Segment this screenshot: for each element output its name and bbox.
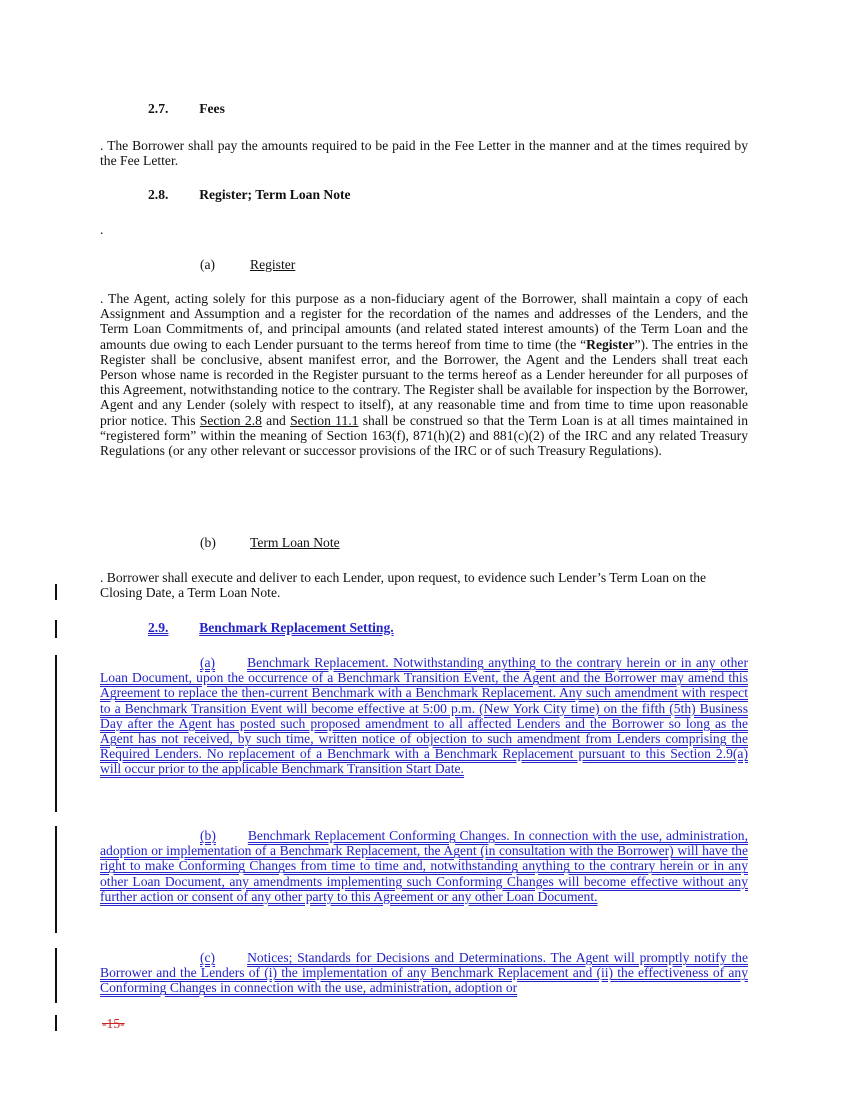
conforming-changes-paragraph <box>100 828 748 904</box>
section-ref-2-8[interactable]: Section 2.8 <box>199 412 262 428</box>
subsection-label: (c) <box>200 950 216 965</box>
change-bar <box>55 584 57 600</box>
benchmark-replacement-paragraph <box>100 655 748 777</box>
section-2-7-heading <box>148 101 225 117</box>
section-number: 2.9. <box>148 620 169 635</box>
subsection-a-label: (a) <box>200 257 216 272</box>
subsection-b-title: Term Loan Note <box>250 535 340 550</box>
notices-text: Notices; Standards for Decisions and Determinations. The Agent will promptly notify the Borrower and the Lenders of (i) the implementation of any Benchmark Replacement and (ii) the effectiveness of any Conforming Changes in connection with the use, administration, adoption or <box>100 950 748 996</box>
section-2-8-heading <box>148 187 351 203</box>
subsection-label: (a) <box>200 655 216 670</box>
register-text-4: shall be construed so that the Term Loan is at all times maintained in “registered form” within the meaning of Section 163(f), 871(h)(2) and 881(c)(2) of the IRC and any related Treasury Regulations (or any other relevant or successor provisions of the IRC or of such Treasury Regulations). <box>100 412 748 459</box>
change-bar <box>55 1015 57 1031</box>
section-title: Register; Term Loan Note <box>199 187 351 202</box>
fees-paragraph: . The Borrower shall pay the amounts required to be paid in the Fee Letter in the manner and at the times required by the Fee Letter. <box>100 138 748 169</box>
subsection-b-label: (b) <box>200 535 216 550</box>
section-2-8-dot: . <box>100 222 104 237</box>
change-bar <box>55 948 57 1003</box>
conforming-changes-text: Benchmark Replacement Conforming Changes. In connection with the use, administration, adoption or implementation of a Benchmark Replacement, the Agent (in consultation with the Borrower) will have the right to make Conforming Changes from time to time and, notwithstanding anything to the contrary herein or in any other Loan Document, any amendments implementing such Conforming Changes will become effective without any further action or consent of any other party to this Agreement or any other Loan Document. <box>100 828 748 904</box>
change-bar <box>55 826 57 933</box>
section-number: 2.8. <box>148 187 169 202</box>
register-text-3: and <box>261 412 291 428</box>
subsection-a-title: Register <box>250 257 296 272</box>
page-number: -15- <box>102 1016 125 1031</box>
notices-paragraph <box>100 950 748 996</box>
section-title: Fees <box>199 101 225 116</box>
section-title: Benchmark Replacement Setting. <box>199 620 394 635</box>
benchmark-replacement-text: Benchmark Replacement. Notwithstanding anything to the contrary herein or in any other Loan Document, upon the occurrence of a Benchmark Transition Event, the Agent and the Borrower may amend this Agreement to replace the then-current Benchmark with a Benchmark Replacement. Any such amendment with respect to a Benchmark Transition Event will become effective at 5:00 p.m. (New York City time) on the fifth (5th) Business Day after the Agent has posted such proposed amendment to all affected Lenders and the Borrower so long as the Agent has not received, by such time, written notice of objection to such amendment from Lenders comprising the Required Lenders. No replacement of a Benchmark with a Benchmark Replacement pursuant to this Section 2.9(a) will occur prior to the applicable Benchmark Transition Start Date. <box>100 655 748 777</box>
section-ref-11-1[interactable]: Section 11.1 <box>290 412 359 428</box>
change-bar <box>55 655 57 812</box>
register-text-2: ”). The entries in the Register shall be conclusive, absent manifest error, and the Borrower, the Agent and the Lenders shall treat each Person whose name is recorded in the Register pursuant to the terms hereof as a Lender hereunder for all purposes of this Agreement, notwithstanding notice to the contrary. The Register shall be available for inspection by the Borrower, Agent and any Lender (solely with respect to itself), at any reasonable time and from time to time upon reasonable prior notice. This <box>100 336 748 428</box>
section-2-9-heading <box>148 620 394 636</box>
register-text-1: . The Agent, acting solely for this purpose as a non-fiduciary agent of the Borrower, shall maintain a copy of each Assignment and Assumption and a register for the recordation of the names and addresses of the Lenders, and the Term Loan Commitments of, and principal amounts (and related stated interest amounts) of the Term Loan and the amounts due owing to each Lender pursuant to the terms hereof from time to time (the “ <box>100 291 748 352</box>
section-number: 2.7. <box>148 101 169 116</box>
term-loan-note-paragraph: . Borrower shall execute and deliver to each Lender, upon request, to evidence such Lender’s Term Loan on the Closing Date, a Term Loan Note. <box>100 570 707 601</box>
register-defined-term: Register <box>586 336 635 352</box>
change-bar <box>55 620 57 638</box>
register-paragraph <box>100 291 748 458</box>
subsection-label: (b) <box>200 828 216 843</box>
